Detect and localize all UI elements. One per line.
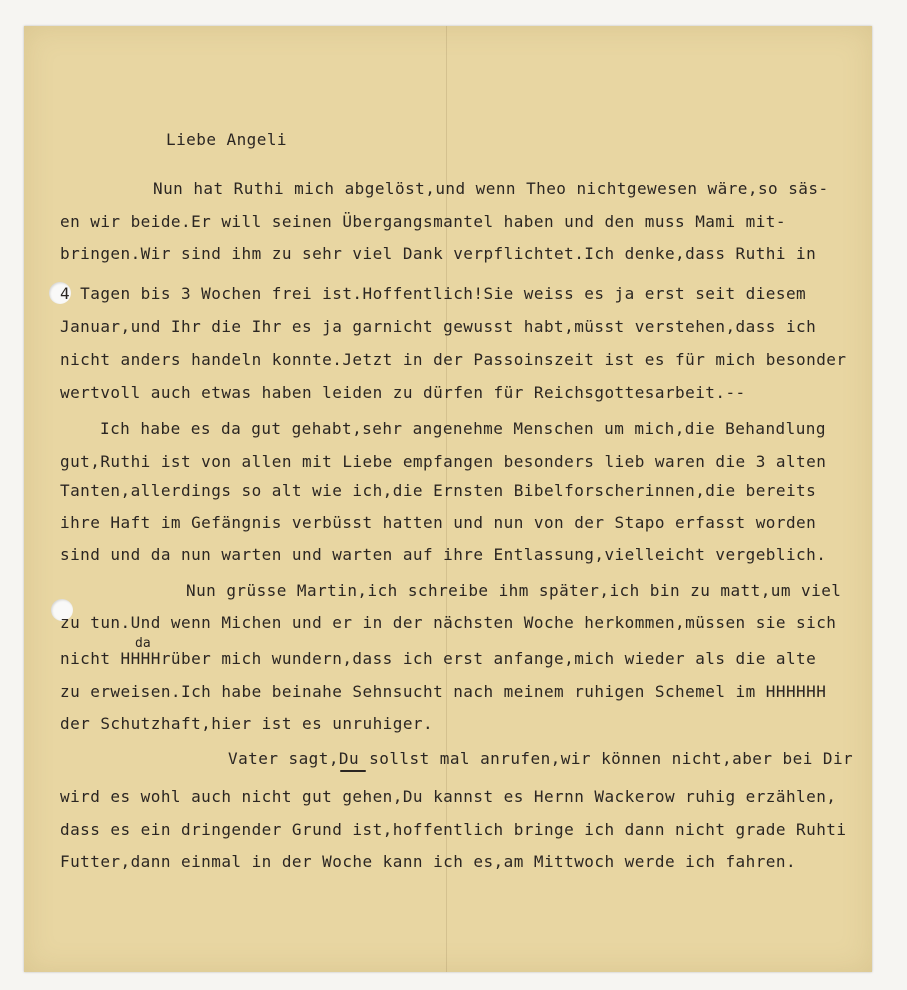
letter-line-2: en wir beide.Er will seinen Übergangsmantel haben und den muss Mami mit-	[60, 212, 786, 231]
letter-line-7: wertvoll auch etwas haben leiden zu dürfen für Reichsgottesarbeit.--	[60, 383, 746, 402]
correction-above: da	[135, 636, 151, 651]
underline-du	[340, 770, 366, 772]
letter-line-10: Tanten,allerdings so alt wie ich,die Ernsten Bibelforscherinnen,die bereits	[60, 481, 817, 500]
letter-line-5: Januar,und Ihr die Ihr es ja garnicht gewusst habt,müsst verstehen,dass ich	[60, 317, 817, 336]
letter-line-15: nicht HHHHrüber mich wundern,dass ich erst anfange,mich wieder als die alte	[60, 649, 817, 668]
letter-line-14: zu tun.Und wenn Michen und er in der nächsten Woche herkommen,müssen sie sich	[60, 613, 837, 632]
letter-line-13: Nun grüsse Martin,ich schreibe ihm später,ich bin zu matt,um viel	[186, 581, 842, 600]
letter-line-4: 4 Tagen bis 3 Wochen frei ist.Hoffentlich!Sie weiss es ja erst seit diesem	[60, 284, 807, 303]
letter-line-16: zu erweisen.Ich habe beinahe Sehnsucht nach meinem ruhigen Schemel im HHHHHH	[60, 682, 827, 701]
letter-line-8: Ich habe es da gut gehabt,sehr angenehme Menschen um mich,die Behandlung	[100, 419, 826, 438]
letter-line-3: bringen.Wir sind ihm zu sehr viel Dank verpflichtet.Ich denke,dass Ruthi in	[60, 244, 817, 263]
letter-line-18: Vater sagt,Du sollst mal anrufen,wir können nicht,aber bei Dir	[228, 749, 854, 768]
letter-line-20: dass es ein dringender Grund ist,hoffentlich bringe ich dann nicht grade Ruhti	[60, 820, 847, 839]
salutation: Liebe Angeli	[166, 130, 287, 149]
letter-line-1: Nun hat Ruthi mich abgelöst,und wenn Theo nichtgewesen wäre,so säs-	[153, 179, 829, 198]
letter-line-12: sind und da nun warten und warten auf ihre Entlassung,vielleicht vergeblich.	[60, 545, 827, 564]
letter-line-19: wird es wohl auch nicht gut gehen,Du kannst es Hernn Wackerow ruhig erzählen,	[60, 787, 837, 806]
letter-line-9: gut,Ruthi ist von allen mit Liebe empfangen besonders lieb waren die 3 alten	[60, 452, 827, 471]
letter-line-17: der Schutzhaft,hier ist es unruhiger.	[60, 714, 434, 733]
letter-line-6: nicht anders handeln konnte.Jetzt in der Passoinszeit ist es für mich besonder	[60, 350, 847, 369]
letter-line-21: Futter,dann einmal in der Woche kann ich es,am Mittwoch werde ich fahren.	[60, 852, 797, 871]
letter-line-11: ihre Haft im Gefängnis verbüsst hatten und nun von der Stapo erfasst worden	[60, 513, 817, 532]
